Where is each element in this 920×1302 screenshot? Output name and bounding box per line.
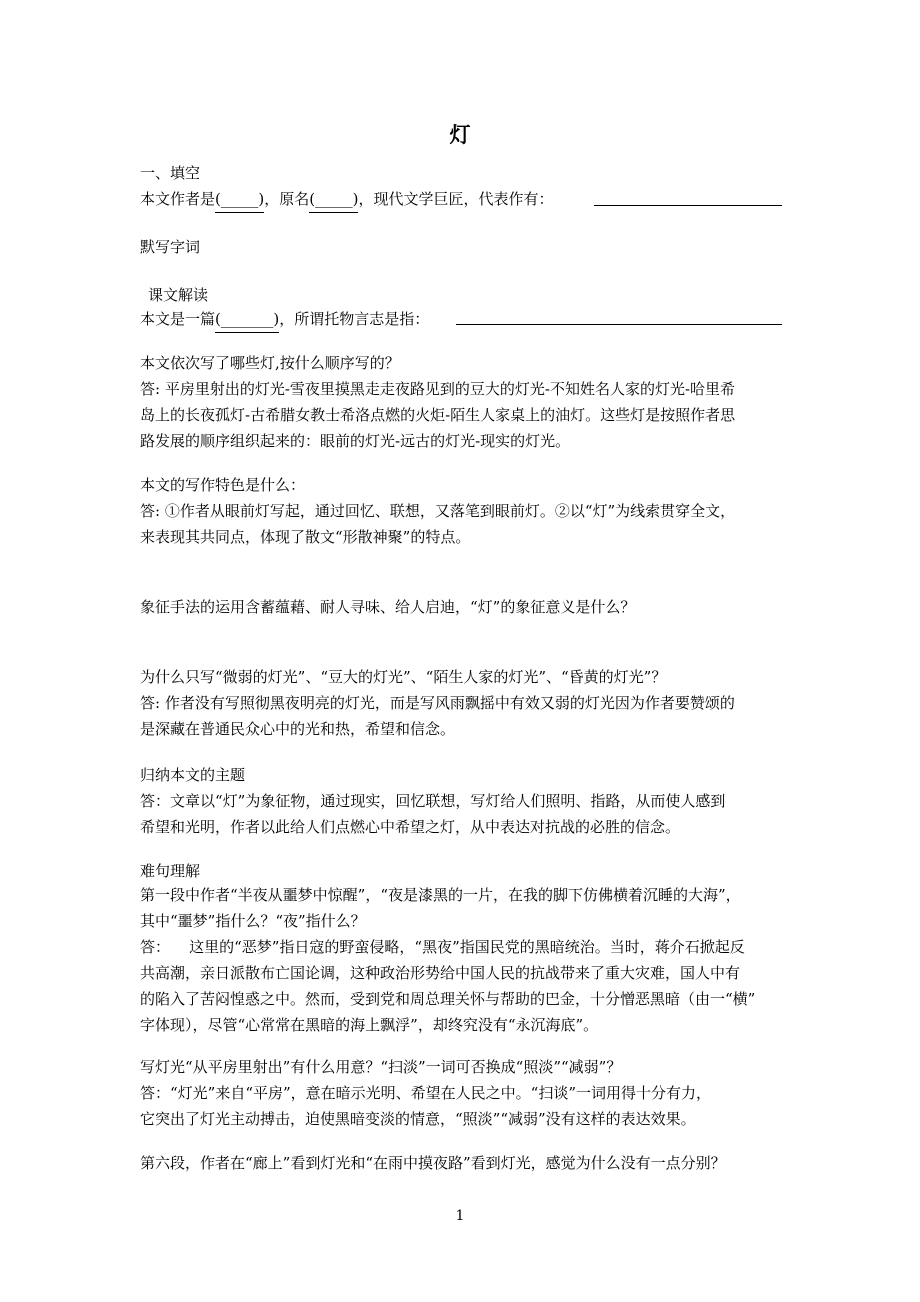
blank-author[interactable]: (_____) bbox=[215, 186, 264, 213]
qa7-question: 写灯光“从平房里射出”有什么用意？“扫淡”一词可否换成“照淡”“减弱”？ bbox=[140, 1058, 622, 1076]
qa5-answer-line: 答：文章以“灯”为象征物，通过现实，回忆联想，写灯给人们照明、指路，从而使人感到 bbox=[140, 792, 726, 810]
qa5-answer-line: 希望和光明，作者以此给人们点燃心中希望之灯，从中表达对抗战的必胜的信念。 bbox=[140, 818, 681, 836]
qa6-question-line: 其中“噩梦”指什么？“夜”指什么？ bbox=[140, 912, 366, 930]
heading-text-reading: 课文解读 bbox=[148, 286, 209, 304]
qa7-answer-line: 答：“灯光”来自“平房”，意在暗示光明、希望在人民之中。“扫谈”一词用得十分有力， bbox=[140, 1084, 712, 1102]
qa2-answer-line: 来表现其共同点，体现了散文“形散神聚”的特点。 bbox=[140, 528, 471, 546]
qa6-answer-line: 答： 这里的“恶梦”指日寇的野蛮侵略，“黑夜”指国民党的黑暗统治。当时，蒋介石掀起反 bbox=[140, 938, 745, 956]
question-author: 本文作者是(_____)，原名(_____)，现代文学巨匠，代表作有： bbox=[140, 186, 785, 212]
page-number: 1 bbox=[455, 1208, 465, 1224]
question-genre: 本文是一篇(_______)，所谓托物言志是指： bbox=[140, 306, 785, 332]
qa2-answer-line: 答: ①作者从眼前灯写起，通过回忆、联想，又落笔到眼前灯。②以“灯”为线索贯穿全文， bbox=[140, 502, 736, 520]
qa6-question-line: 第一段中作者“半夜从噩梦中惊醒”，“夜是漆黑的一片，在我的脚下仿佛横着沉睡的大海”， bbox=[140, 886, 741, 904]
qa2-question: 本文的写作特色是什么： bbox=[140, 476, 306, 494]
blank-definition[interactable] bbox=[456, 323, 782, 325]
qa3-question: 象征手法的运用含蓄蕴藉、耐人寻味、给人启迪，“灯”的象征意义是什么？ bbox=[140, 598, 636, 616]
blank-representative-works[interactable] bbox=[594, 204, 782, 206]
section-heading-fill-in: 一、填空 bbox=[140, 164, 201, 182]
qa7-answer-line: 它突出了灯光主动搏击，迫使黑暗变淡的情意，“照淡”“减弱”没有这样的表达效果。 bbox=[140, 1110, 696, 1128]
qa4-answer-line: 是深藏在普通民众心中的光和热，希望和信念。 bbox=[140, 720, 456, 738]
qa1-answer-line: 岛上的长夜孤灯-古希腊女教士希洛点燃的火炬-陌生人家桌上的油灯。这些灯是按照作者思 bbox=[140, 406, 736, 424]
qa6-answer-line: 的陷入了苦闷惶惑之中。然而，受到党和周总理关怀与帮助的巴金，十分憎恶黑暗（由一“横” bbox=[140, 990, 756, 1008]
qa8-question: 第六段，作者在“廊上”看到灯光和“在雨中摸夜路”看到灯光，感觉为什么没有一点分别？ bbox=[140, 1154, 726, 1172]
qa6-answer-line: 共高潮，亲日派散布亡国论调，这种政治形势给中国人民的抗战带来了重大灾难，国人中有 bbox=[140, 964, 741, 982]
qa4-answer-line: 答: 作者没有写照彻黑夜明亮的灯光，而是写风雨飘摇中有效又弱的灯光因为作者要赞颂的 bbox=[140, 694, 735, 712]
blank-original-name[interactable]: (_____) bbox=[309, 186, 358, 213]
document-title: 灯 bbox=[449, 122, 471, 147]
qa1-answer-line: 路发展的顺序组织起来的：眼前的灯光-远古的灯光-现实的灯光。 bbox=[140, 432, 571, 450]
qa1-answer-line: 答: 平房里射出的灯光-雪夜里摸黑走走夜路见到的豆大的灯光-不知姓名人家的灯光-哈里希 bbox=[140, 380, 736, 398]
qa4-question: 为什么只写“微弱的灯光”、“豆大的灯光”、“陌生人家的灯光”、“昏黄的灯光”？ bbox=[140, 668, 667, 686]
question-dictation: 默写字词 bbox=[140, 238, 201, 256]
qa6-answer-line: 字体现），尽管“心常常在黑暗的海上飘浮”，却终究没有“永沉海底”。 bbox=[140, 1016, 599, 1034]
blank-genre[interactable]: (_______) bbox=[215, 306, 279, 333]
qa6-heading: 难句理解 bbox=[140, 862, 201, 880]
qa5-question: 归纳本文的主题 bbox=[140, 766, 246, 784]
qa1-question: 本文依次写了哪些灯,按什么顺序写的？ bbox=[140, 354, 400, 372]
